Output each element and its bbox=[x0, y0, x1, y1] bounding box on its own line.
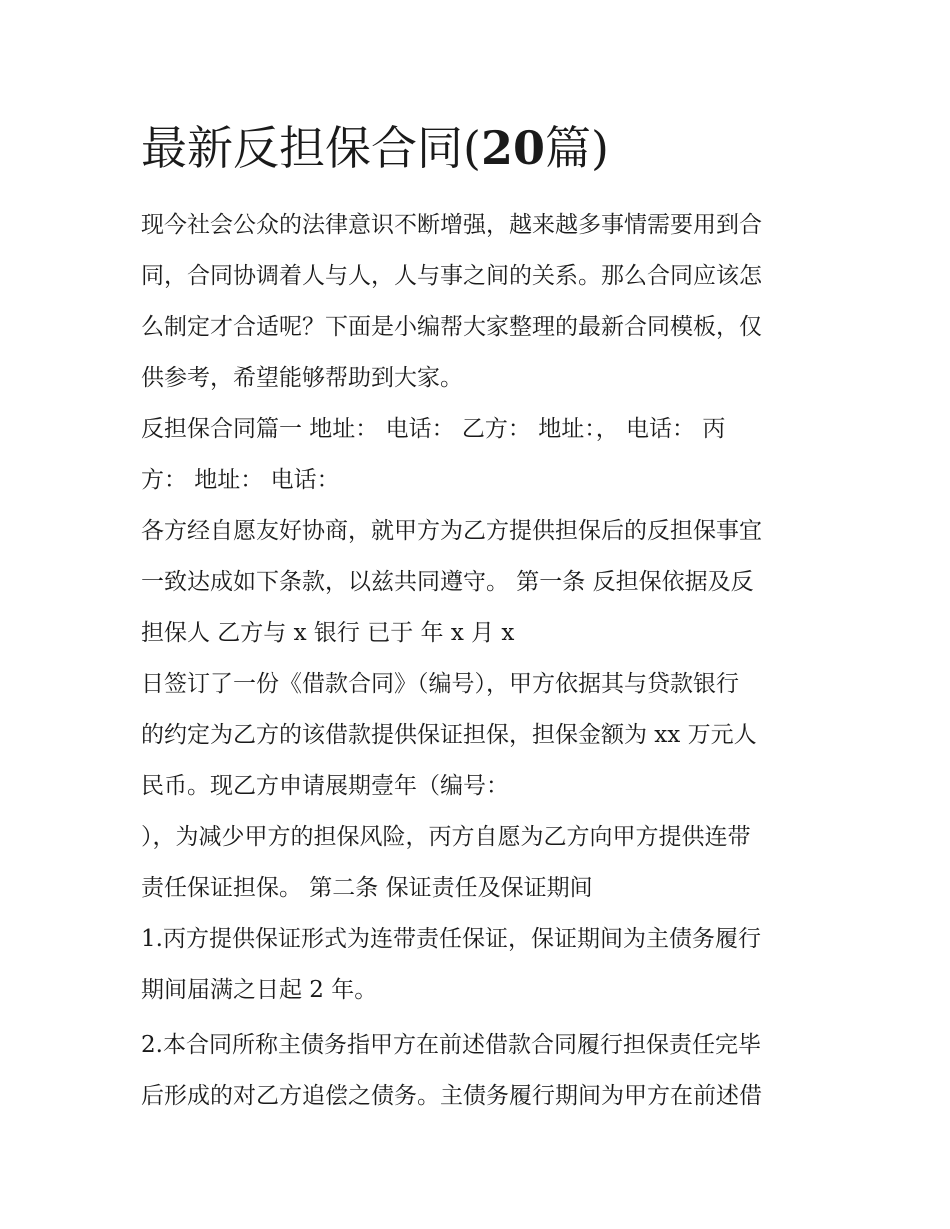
loan-contract-paragraph bbox=[141, 659, 813, 914]
text-line: 后形成的对乙方追偿之债务。主债务履行期间为甲方在前述借 bbox=[141, 1083, 762, 1109]
text-line: 同，合同协调着人与人，人与事之间的关系。那么合同应该怎 bbox=[141, 263, 762, 289]
text-line: 责任保证担保。 第二条 保证责任及保证期间 bbox=[141, 875, 593, 901]
text-line: 么制定才合适呢？下面是小编帮大家整理的最新合同模板，仅 bbox=[141, 314, 762, 340]
text-line: 一致达成如下条款，以兹共同遵守。 第一条 反担保依据及反 bbox=[141, 569, 754, 595]
title-number: 20 bbox=[480, 121, 545, 175]
clause-1-paragraph bbox=[141, 914, 813, 1016]
agreement-paragraph bbox=[141, 506, 813, 659]
text-line: 反担保合同篇一 地址： 电话： 乙方： 地址：， 电话： 丙 bbox=[141, 416, 726, 442]
clause-2-paragraph bbox=[141, 1020, 813, 1122]
text-line: 现今社会公众的法律意识不断增强，越来越多事情需要用到合 bbox=[141, 212, 762, 238]
title-end: 篇) bbox=[544, 121, 609, 175]
text-line: 各方经自愿友好协商，就甲方为乙方提供担保后的反担保事宜 bbox=[141, 518, 762, 544]
text-line: 期间届满之日起 2 年。 bbox=[141, 977, 378, 1003]
text-line: 供参考，希望能够帮助到大家。 bbox=[141, 365, 463, 391]
text-line: 日签订了一份《借款合同》（编号），甲方依据其与贷款银行 bbox=[141, 671, 739, 697]
intro-paragraph bbox=[141, 200, 813, 404]
text-line: 2.本合同所称主债务指甲方在前述借款合同履行担保责任完毕 bbox=[141, 1032, 761, 1058]
text-line: 担保人 乙方与 x 银行 已于 年 x 月 x bbox=[141, 620, 515, 646]
text-line: 民币。现乙方申请展期壹年（编号： bbox=[141, 773, 509, 799]
text-line: 的约定为乙方的该借款提供保证担保，担保金额为 xx 万元人 bbox=[141, 722, 757, 748]
parties-paragraph bbox=[141, 404, 813, 506]
text-line: ），为减少甲方的担保风险，丙方自愿为乙方向甲方提供连带 bbox=[141, 824, 751, 850]
text-line: 方： 地址： 电话： bbox=[141, 467, 340, 493]
title-main: 最新反担保合同( bbox=[141, 121, 481, 175]
document-body bbox=[141, 118, 813, 1122]
text-line: 1.丙方提供保证形式为连带责任保证，保证期间为主债务履行 bbox=[141, 926, 761, 952]
document-title bbox=[141, 118, 813, 178]
